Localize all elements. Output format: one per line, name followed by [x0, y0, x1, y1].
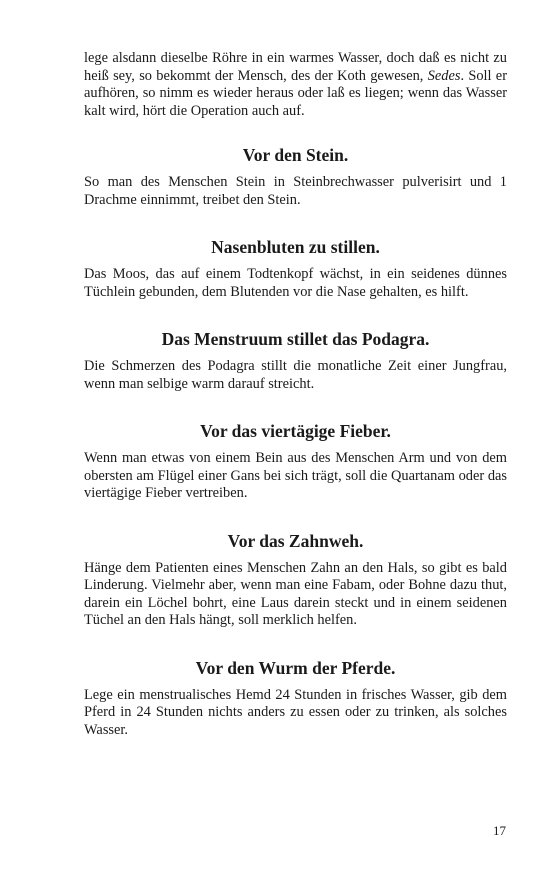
section-body: Hänge dem Patienten eines Menschen Zahn an den Hals, so gibt es bald Linderung. Vielmehr aber, wenn man eine Fabam, oder Bohne dazu thut, darein ein Löchel bohrt, eine Laus darein steckt und in einem seidenen Tüchel an den Hals hängt, soll merklich helfen.	[84, 559, 507, 628]
intro-emphasis: Sedes	[427, 67, 461, 84]
section-body: Das Moos, das auf einem Todtenkopf wächst, in ein seidenes dünnes Tüchlein gebunden, dem Blutenden vor die Nase gehalten, es hilft.	[84, 266, 507, 300]
intro-paragraph	[84, 50, 507, 120]
section-wurm-pferde	[84, 657, 507, 740]
section-podagra	[84, 328, 507, 393]
section-zahnweh	[84, 530, 507, 630]
intro-text-after: . Soll er aufhören, so nimm es wieder heraus oder laß es liegen; wenn das Wasser kalt wird, hört die Operation auch auf.	[84, 67, 507, 119]
section-nasenbluten	[84, 236, 507, 301]
section-heading: Vor den Wurm der Pferde.	[195, 657, 396, 678]
section-body: Wenn man etwas von einem Bein aus des Menschen Arm und von dem obersten am Flügel einer Gans bei sich trägt, soll die Quartanam oder das viertägige Fieber vertreiben.	[84, 450, 507, 501]
section-body: Die Schmerzen des Podagra stillt die monatliche Zeit einer Jungfrau, wenn man selbige warm darauf streicht.	[84, 358, 507, 392]
section-heading: Nasenbluten zu stillen.	[211, 237, 380, 257]
section-fieber	[84, 420, 507, 503]
section-heading: Das Menstruum stillet das Podagra.	[161, 329, 430, 349]
section-heading: Vor den Stein.	[242, 145, 349, 165]
page-number: 17	[493, 823, 506, 838]
section-stein	[84, 144, 507, 209]
section-heading: Vor das Zahnweh.	[227, 530, 364, 551]
page-content	[84, 50, 507, 766]
section-heading: Vor das viertägige Fieber.	[200, 421, 391, 441]
section-body: So man des Menschen Stein in Steinbrechwasser pulverisirt und 1 Drachme einnimmt, treibet den Stein.	[84, 174, 507, 208]
section-body: Lege ein menstrualisches Hemd 24 Stunden in frisches Wasser, gib dem Pferd in 24 Stunden nichts anders zu essen oder zu trinken, als solches Wasser.	[84, 686, 507, 738]
intro-text-before: lege alsdann dieselbe Röhre in ein warmes Wasser, doch daß es nicht zu heiß sey, so bekommt der Mensch, des der Koth gewesen,	[84, 50, 507, 84]
